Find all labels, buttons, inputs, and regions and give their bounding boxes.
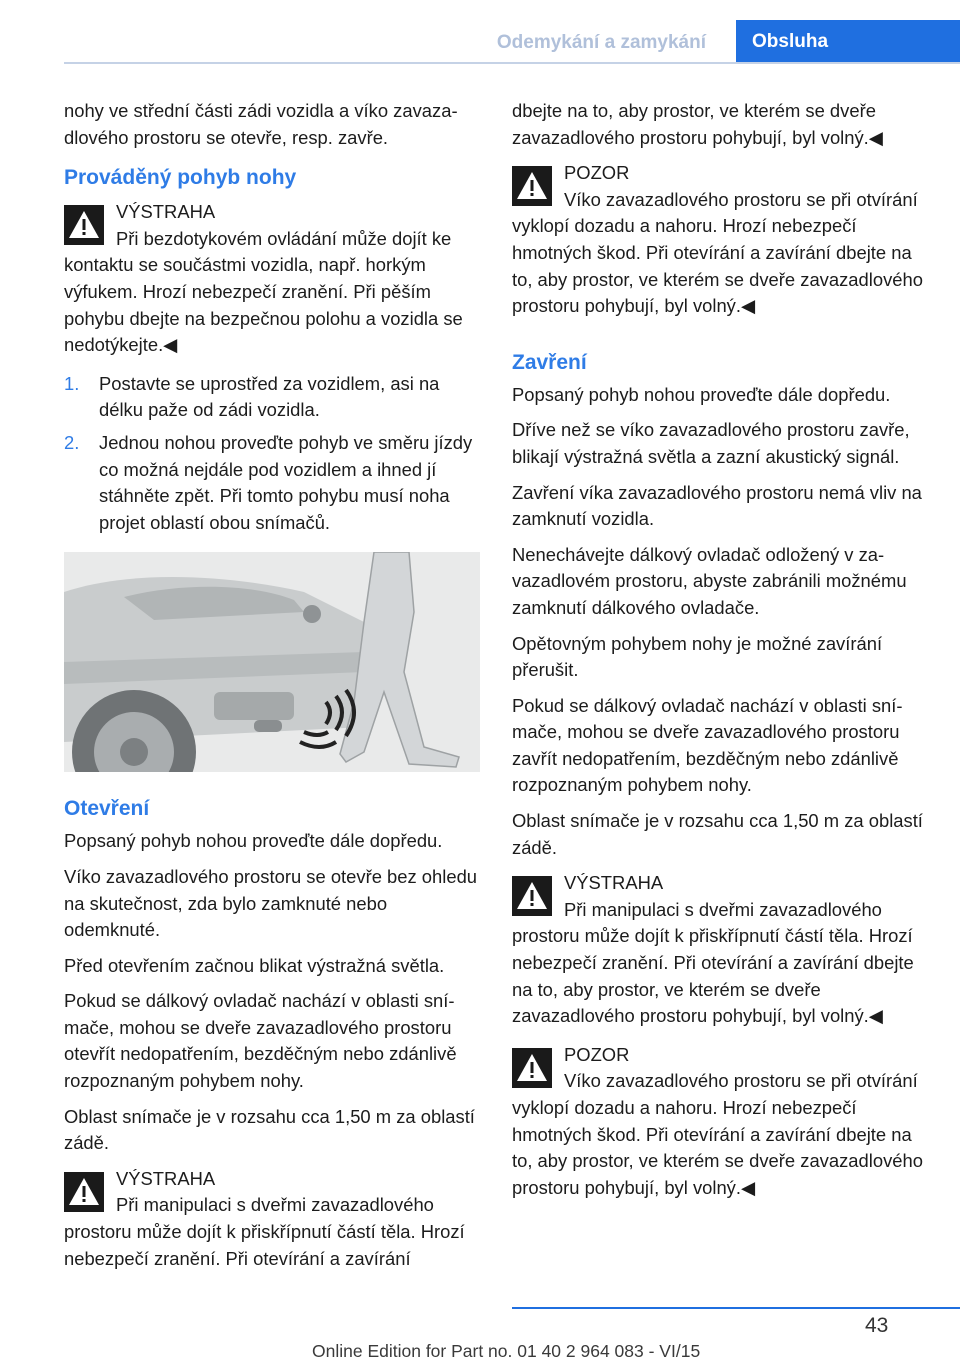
page-number: 43 — [865, 1314, 889, 1337]
header-rule — [64, 62, 960, 64]
warning-block — [64, 199, 482, 359]
warning-triangle-icon — [512, 166, 552, 206]
heading-open: Otevření — [64, 797, 150, 821]
paragraph: Pokud se dálkový ovladač nachází v oblasti snímače, mohou se dveře zavazadlového prostoru otevřít nedopatřením, bezděčným nebo zdánlivě rozpoznaným pohybem nohy. — [64, 990, 457, 1092]
warning-text: Při manipulaci s dveřmi zavazadlového prostoru může dojít k přiskřípnutí částí těla. Hrozí nebezpečí zranění. Při otevírání a zavírání — [64, 1194, 465, 1269]
step-text: Jednou nohou proveďte pohyb ve směru jízdy co možná nejdále pod vozidlem a ihned jí stáhněte zpět. Při tomto pohybu musí noha projet oblastí obou snímačů. — [99, 431, 473, 533]
steps-list — [64, 371, 482, 537]
footer-rule — [512, 1307, 960, 1309]
step-number: 1. — [64, 372, 80, 394]
left-column — [64, 98, 482, 1284]
step-number: 2. — [64, 431, 80, 453]
paragraph: Před otevřením začnou blikat výstražná světla. — [64, 954, 445, 976]
paragraph: Popsaný pohyb nohou proveďte dále dopředu. — [64, 830, 443, 852]
footer-edition: Online Edition for Part no. 01 40 2 964 083 - VI/15 — [312, 1341, 701, 1361]
caution-text: Víko zavazadlového prostoru se při otvírání vyklopí dozadu a nahoru. Hrozí nebezpečí hmotných škod. Při otevírání a zavírání dbejte na to, aby prostor, ve kterém se dveře zavazadlového prostoru pohybují, byl volný.◀ — [512, 188, 923, 317]
warning-block — [64, 1166, 482, 1272]
intro-paragraph: nohy ve střední části zádi vozidla a víko zavazadlového prostoru se otevře, resp. zavře. — [64, 100, 458, 148]
warning-title: VÝSTRAHA — [116, 1167, 216, 1189]
caution-title: POZOR — [564, 1043, 630, 1065]
caution-title: POZOR — [564, 162, 630, 184]
caution-text: Víko zavazadlového prostoru se při otvírání vyklopí dozadu a nahoru. Hrozí nebezpečí hmotných škod. Při otevírání a zavírání dbejte na to, aby prostor, ve kterém se dveře zavazadlového prostoru pohybují, byl volný.◀ — [512, 1070, 923, 1198]
paragraph: Opětovným pohybem nohy je možné zavírání přerušit. — [512, 632, 883, 681]
paragraph: Oblast snímače je v rozsahu cca 1,50 m za oblastí zádě. — [512, 810, 923, 858]
warning-triangle-icon — [512, 876, 552, 916]
warning-title: VÝSTRAHA — [116, 201, 216, 223]
heading-close: Zavření — [512, 350, 587, 374]
caution-block — [512, 1042, 932, 1202]
right-column — [512, 98, 932, 1213]
running-header-section: Odemykání a zamykání — [496, 32, 706, 53]
step-text: Postavte se uprostřed za vozidlem, asi na délku paže od zádi vozidla. — [99, 372, 440, 421]
warning-triangle-icon — [64, 1172, 104, 1212]
warning-triangle-icon — [512, 1048, 552, 1088]
paragraph: Popsaný pohyb nohou proveďte dále dopředu. — [512, 383, 891, 405]
illustration-foot-gesture — [64, 552, 480, 772]
paragraph: Nenechávejte dálkový ovladač odložený v zavazadlovém prostoru, abyste zabránili možnému zamknutí dálkového ovladače. — [512, 543, 907, 618]
warning-block — [512, 870, 932, 1030]
paragraph: Zavření víka zavazadlového prostoru nemá vliv na zamknutí vozidla. — [512, 481, 922, 530]
warning-title: VÝSTRAHA — [564, 872, 664, 894]
list-item — [64, 430, 482, 536]
paragraph: Dříve než se víko zavazadlového prostoru zavře, blikají výstražná světla a zazní akustický signál. — [512, 419, 910, 467]
warning-text: Při bezdotykovém ovládání může dojít ke kontaktu se součástmi vozidla, např. horkým výfukem. Hrozí nebezpečí zranění. Při pěším pohybu dbejte na bezpečnou polohu a vozidla se nedotýkejte.◀ — [64, 227, 463, 356]
paragraph: Oblast snímače je v rozsahu cca 1,50 m za oblastí zádě. — [64, 1105, 475, 1154]
list-item — [64, 371, 482, 424]
warning-text: Při manipulaci s dveřmi zavazadlového prostoru může dojít k přiskřípnutí částí těla. Hrozí nebezpečí zranění. Při otevírání a zavírání dbejte na to, aby prostor, ve kterém se dveře zavazadlového prostoru pohybují, byl volný.◀ — [512, 898, 914, 1027]
continued-paragraph: dbejte na to, aby prostor, ve kterém se dveře zavazadlového prostoru pohybují, byl volný.◀ — [512, 100, 883, 148]
warning-triangle-icon — [64, 205, 104, 245]
running-header-chapter: Obsluha — [736, 20, 960, 64]
paragraph: Pokud se dálkový ovladač nachází v oblasti snímače, mohou se dveře zavazadlového prostoru zavřít nedopatřením, bezděčným nebo zdánlivě rozpoznaným pohybem nohy. — [512, 694, 903, 796]
caution-block — [512, 160, 932, 320]
heading-foot-motion: Prováděný pohyb nohy — [64, 166, 297, 190]
paragraph: Víko zavazadlového prostoru se otevře bez ohledu na skutečnost, zda bylo zamknuté nebo odemknuté. — [64, 865, 478, 941]
